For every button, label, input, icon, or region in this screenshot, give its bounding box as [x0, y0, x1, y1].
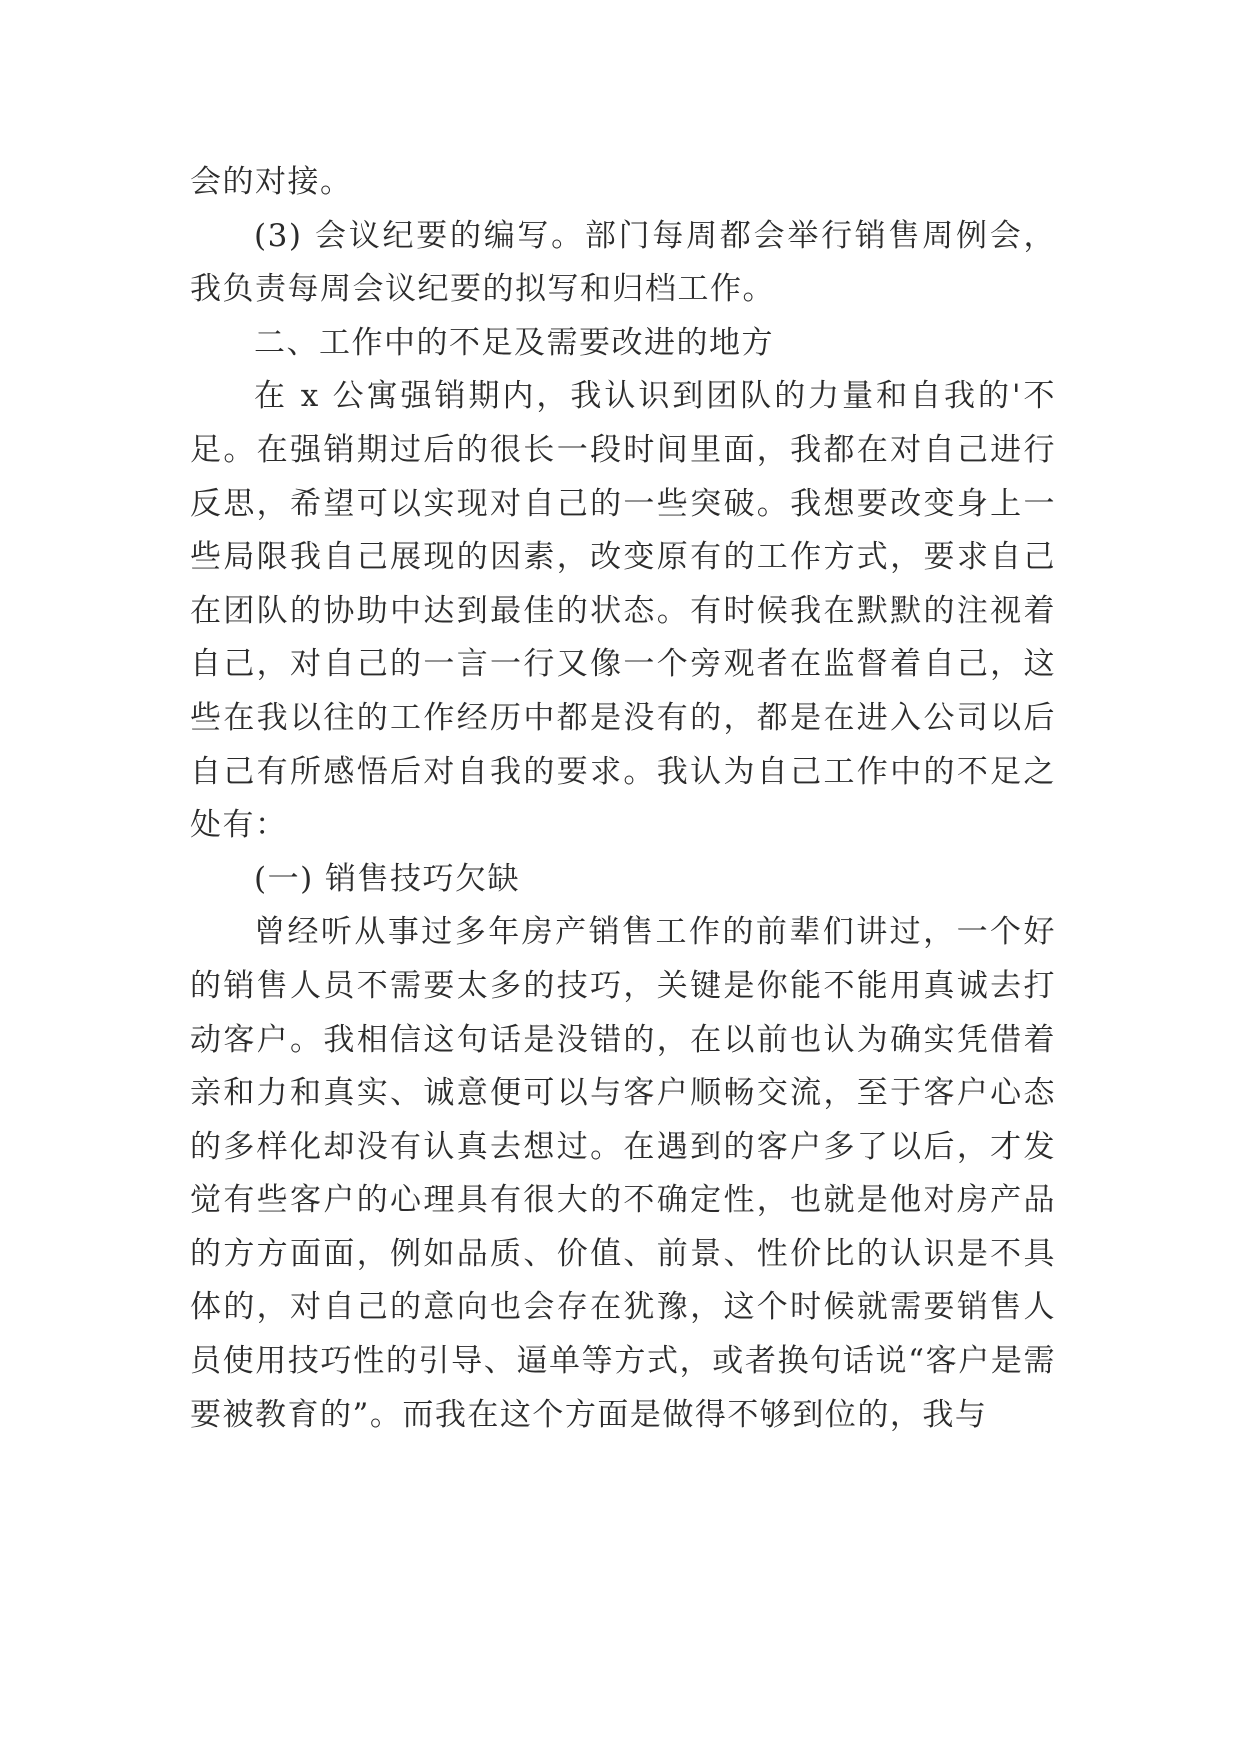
paragraph-self-reflection: 在 x 公寓强销期内，我认识到团队的力量和自我的'不足。在强销期过后的很长一段时间里面，我都在对自己进行反思，希望可以实现对自己的一些突破。我想要改变身上一些局限我自己展现的因素，改变原有的工作方式，要求自己在团队的协助中达到最佳的状态。有时候我在默默的注视着自己，对自己的一言一行又像一个旁观者在监督着自己，这些在我以往的工作经历中都是没有的，都是在进入公司以后自己有所感悟后对自我的要求。我认为自己工作中的不足之处有： — [190, 378, 1056, 844]
paragraph-meeting-minutes: (3) 会议纪要的编写。部门每周都会举行销售周例会，我负责每周会议纪要的拟写和归档工作。 — [190, 217, 1056, 308]
subheading-sales-skills: (一) 销售技巧欠缺 — [254, 860, 521, 897]
section-heading-shortcomings: 二、工作中的不足及需要改进的地方 — [254, 324, 774, 361]
paragraph-sales-skills: 曾经听从事过多年房产销售工作的前辈们讲过，一个好的销售人员不需要太多的技巧，关键是你能不能用真诚去打动客户。我相信这句话是没错的，在以前也认为确实凭借着亲和力和真实、诚意便可以与客户顺畅交流，至于客户心态的多样化却没有认真去想过。在遇到的客户多了以后，才发觉有些客户的心理具有很大的不确定性，也就是他对房产品的方方面面，例如品质、价值、前景、性价比的认识是不具体的，对自己的意向也会存在犹豫，这个时候就需要销售人员使用技巧性的引导、逼单等方式，或者换句话说“客户是需要被教育的”。而我在这个方面是做得不够到位的，我与 — [190, 914, 1056, 1433]
document-body — [190, 156, 1056, 1442]
paragraph-continuation: 会的对接。 — [190, 164, 353, 200]
